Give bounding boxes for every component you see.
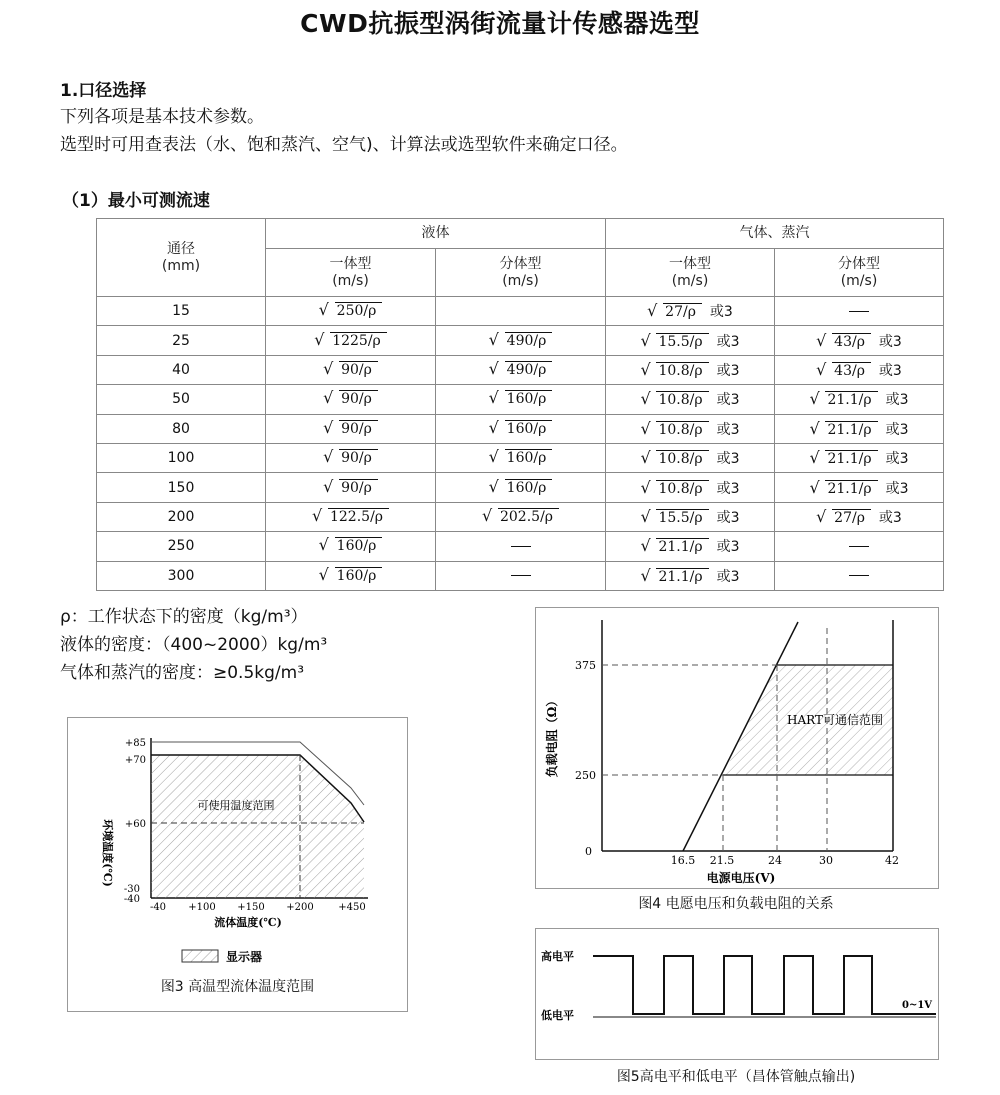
table-row bbox=[97, 297, 944, 326]
velocity-cell bbox=[775, 326, 944, 355]
sqrt-expression: √ 10.8/ρ bbox=[640, 392, 708, 408]
min-flow-velocity-table bbox=[96, 218, 944, 591]
sqrt-expression: √ 160/ρ bbox=[319, 538, 383, 554]
sqrt-expression: √ 160/ρ bbox=[489, 450, 553, 466]
velocity-cell bbox=[266, 502, 436, 531]
velocity-cell bbox=[436, 502, 606, 531]
velocity-cell bbox=[436, 532, 606, 561]
sqrt-expression: √ 21.1/ρ bbox=[809, 481, 877, 497]
velocity-cell bbox=[266, 473, 436, 502]
velocity-cell bbox=[266, 355, 436, 384]
fig4-xtick: 16.5 bbox=[670, 854, 696, 867]
velocity-cell bbox=[266, 443, 436, 472]
sqrt-expression: √ 90/ρ bbox=[323, 391, 378, 407]
or-alternative: 或3 bbox=[885, 392, 909, 409]
sqrt-expression: √ 122.5/ρ bbox=[312, 509, 389, 525]
liquid-remote-header: 分体型 (m/s) bbox=[436, 249, 606, 297]
table-row bbox=[97, 355, 944, 384]
sqrt-expression: √ 490/ρ bbox=[489, 333, 553, 349]
diameter-cell: 250 bbox=[97, 532, 266, 561]
sqrt-expression: √ 27/ρ bbox=[647, 304, 702, 320]
velocity-cell bbox=[266, 297, 436, 326]
fig3-ytick: +70 bbox=[124, 755, 146, 766]
velocity-cell bbox=[266, 326, 436, 355]
sqrt-expression: √ 160/ρ bbox=[489, 480, 553, 496]
table-row bbox=[97, 443, 944, 472]
sqrt-expression: √ 1225/ρ bbox=[314, 333, 387, 349]
fig5-high-label: 高电平 bbox=[541, 950, 574, 963]
section-heading: 1.口径选择 bbox=[60, 81, 147, 101]
fig5-low-range: 0~1V bbox=[902, 1000, 933, 1011]
diameter-cell: 80 bbox=[97, 414, 266, 443]
gas-integral-header: 一体型 (m/s) bbox=[606, 249, 775, 297]
sqrt-expression: √ 27/ρ bbox=[816, 510, 871, 526]
velocity-cell bbox=[775, 532, 944, 561]
fig3-ytick: +85 bbox=[124, 738, 146, 749]
diameter-header bbox=[97, 219, 266, 297]
fig4-xtick: 24 bbox=[768, 854, 782, 867]
fig3-chart bbox=[68, 718, 407, 968]
velocity-cell bbox=[606, 443, 775, 472]
velocity-cell bbox=[606, 473, 775, 502]
fig4-chart bbox=[536, 608, 938, 888]
velocity-cell bbox=[436, 414, 606, 443]
not-applicable-dash bbox=[849, 546, 869, 547]
sqrt-expression: √ 160/ρ bbox=[489, 421, 553, 437]
table-row bbox=[97, 326, 944, 355]
not-applicable-dash bbox=[511, 575, 531, 576]
fig3-xtick: +450 bbox=[338, 902, 366, 913]
sqrt-expression: √ 90/ρ bbox=[323, 480, 378, 496]
sqrt-expression: √ 21.1/ρ bbox=[809, 422, 877, 438]
or-alternative: 或3 bbox=[878, 362, 902, 379]
velocity-cell bbox=[436, 473, 606, 502]
velocity-cell bbox=[606, 355, 775, 384]
sqrt-expression: √ 43/ρ bbox=[816, 363, 871, 379]
fig3-xtick: +100 bbox=[188, 902, 216, 913]
sqrt-expression: √ 43/ρ bbox=[816, 334, 871, 350]
figure-3 bbox=[67, 717, 408, 1012]
fig3-xtick: +150 bbox=[237, 902, 265, 913]
velocity-cell bbox=[266, 532, 436, 561]
diameter-cell: 100 bbox=[97, 443, 266, 472]
sqrt-expression: √ 490/ρ bbox=[489, 362, 553, 378]
diameter-cell: 300 bbox=[97, 561, 266, 590]
or-alternative: 或3 bbox=[716, 509, 740, 526]
table-row bbox=[97, 502, 944, 531]
velocity-cell bbox=[775, 473, 944, 502]
not-applicable-dash bbox=[849, 311, 869, 312]
velocity-cell bbox=[775, 443, 944, 472]
or-alternative: 或3 bbox=[716, 480, 740, 497]
sqrt-expression: √ 90/ρ bbox=[323, 450, 378, 466]
or-alternative: 或3 bbox=[878, 333, 902, 350]
not-applicable-dash bbox=[849, 575, 869, 576]
gas-group-header: 气体、蒸汽 bbox=[606, 219, 944, 249]
fig5-pulse-waveform bbox=[593, 956, 936, 1014]
or-alternative: 或3 bbox=[716, 362, 740, 379]
velocity-cell bbox=[606, 532, 775, 561]
fig3-ytick: -30 bbox=[123, 884, 140, 895]
sqrt-expression: √ 21.1/ρ bbox=[640, 569, 708, 585]
or-alternative: 或3 bbox=[878, 509, 902, 526]
fig3-caption: 图3 高温型流体温度范围 bbox=[160, 979, 315, 995]
velocity-cell bbox=[266, 561, 436, 590]
sqrt-expression: √ 160/ρ bbox=[489, 391, 553, 407]
velocity-cell bbox=[436, 385, 606, 414]
table-row bbox=[97, 561, 944, 590]
fig3-xtick: -40 bbox=[149, 902, 167, 913]
diameter-cell: 150 bbox=[97, 473, 266, 502]
velocity-cell bbox=[606, 414, 775, 443]
diameter-cell: 25 bbox=[97, 326, 266, 355]
fig3-usable-region bbox=[151, 755, 364, 898]
velocity-cell bbox=[606, 385, 775, 414]
intro-line-1: 下列各项是基本技术参数。 bbox=[60, 107, 264, 127]
table-row bbox=[97, 414, 944, 443]
fig3-legend-swatch bbox=[182, 950, 218, 962]
velocity-cell bbox=[436, 561, 606, 590]
or-alternative: 或3 bbox=[716, 451, 740, 468]
diameter-header-label: 通径 bbox=[167, 240, 195, 257]
table-row bbox=[97, 385, 944, 414]
note-density: ρ：工作状态下的密度（kg/m³） bbox=[60, 607, 308, 627]
sqrt-expression: √ 10.8/ρ bbox=[640, 422, 708, 438]
sqrt-expression: √ 21.1/ρ bbox=[640, 539, 708, 555]
fig4-ytick: 250 bbox=[575, 769, 596, 782]
velocity-cell bbox=[266, 414, 436, 443]
sqrt-expression: √ 15.5/ρ bbox=[640, 334, 708, 350]
fig3-y-label: 环境温度(℃) bbox=[101, 819, 114, 887]
or-alternative: 或3 bbox=[716, 421, 740, 438]
velocity-cell bbox=[775, 297, 944, 326]
or-alternative: 或3 bbox=[716, 568, 740, 585]
note-gas-density: 气体和蒸汽的密度：≥0.5kg/m³ bbox=[60, 663, 305, 683]
velocity-cell bbox=[436, 355, 606, 384]
fig4-caption: 图4 电愿电压和负载电阻的关系 bbox=[638, 896, 834, 912]
velocity-cell bbox=[266, 385, 436, 414]
or-alternative: 或3 bbox=[709, 304, 733, 321]
liquid-group-header: 液体 bbox=[266, 219, 606, 249]
gas-remote-header: 分体型 (m/s) bbox=[775, 249, 944, 297]
table-row bbox=[97, 473, 944, 502]
intro-line-2: 选型时可用查表法（水、饱和蒸汽、空气)、计算法或选型软件来确定口径。 bbox=[60, 135, 628, 155]
sqrt-expression: √ 21.1/ρ bbox=[809, 392, 877, 408]
sqrt-expression: √ 10.8/ρ bbox=[640, 363, 708, 379]
or-alternative: 或3 bbox=[716, 333, 740, 350]
sqrt-expression: √ 90/ρ bbox=[323, 362, 378, 378]
or-alternative: 或3 bbox=[885, 451, 909, 468]
sqrt-expression: √ 10.8/ρ bbox=[640, 481, 708, 497]
not-applicable-dash bbox=[511, 546, 531, 547]
sqrt-expression: √ 21.1/ρ bbox=[809, 451, 877, 467]
velocity-cell bbox=[775, 561, 944, 590]
diameter-cell: 200 bbox=[97, 502, 266, 531]
velocity-cell bbox=[436, 443, 606, 472]
velocity-cell bbox=[436, 326, 606, 355]
fig4-region-label: HART可通信范围 bbox=[787, 713, 883, 727]
velocity-cell bbox=[775, 355, 944, 384]
page-title: CWD抗振型涡街流量计传感器选型 bbox=[300, 9, 700, 38]
fig5-low-label: 低电平 bbox=[541, 1009, 574, 1022]
subsection-heading: （1）最小可测流速 bbox=[62, 191, 210, 211]
table-row bbox=[97, 532, 944, 561]
diameter-cell: 40 bbox=[97, 355, 266, 384]
fig3-region-label: 可使用温度范围 bbox=[197, 799, 275, 812]
sqrt-expression: √ 202.5/ρ bbox=[482, 509, 559, 525]
fig3-ytick: +60 bbox=[124, 819, 146, 830]
or-alternative: 或3 bbox=[885, 421, 909, 438]
figure-5 bbox=[535, 928, 939, 1060]
note-liquid-density: 液体的密度：（400~2000）kg/m³ bbox=[60, 635, 328, 655]
diameter-cell: 50 bbox=[97, 385, 266, 414]
fig4-y-label: 负载电阻（Ω） bbox=[545, 694, 559, 778]
fig4-ytick: 375 bbox=[575, 659, 596, 672]
or-alternative: 或3 bbox=[885, 480, 909, 497]
velocity-cell bbox=[606, 326, 775, 355]
fig4-xtick: 30 bbox=[819, 854, 833, 867]
diameter-header-unit: (mm) bbox=[161, 257, 201, 274]
liquid-integral-header: 一体型 (m/s) bbox=[266, 249, 436, 297]
fig4-xtick: 42 bbox=[885, 854, 899, 867]
fig4-x-label: 电源电压(V) bbox=[706, 871, 776, 885]
or-alternative: 或3 bbox=[716, 392, 740, 409]
fig3-xtick: +200 bbox=[286, 902, 314, 913]
fig4-xtick: 21.5 bbox=[709, 854, 735, 867]
velocity-cell bbox=[775, 502, 944, 531]
sqrt-expression: √ 90/ρ bbox=[323, 421, 378, 437]
velocity-cell bbox=[775, 385, 944, 414]
fig5-chart bbox=[536, 929, 938, 1059]
fig4-ytick: 0 bbox=[585, 845, 592, 858]
sqrt-expression: √ 250/ρ bbox=[319, 303, 383, 319]
sqrt-expression: √ 10.8/ρ bbox=[640, 451, 708, 467]
fig3-legend-label: 显示器 bbox=[226, 950, 263, 964]
or-alternative: 或3 bbox=[716, 539, 740, 556]
sqrt-expression: √ 160/ρ bbox=[319, 568, 383, 584]
velocity-cell bbox=[606, 561, 775, 590]
fig3-ytick: -40 bbox=[123, 894, 140, 905]
velocity-cell bbox=[606, 297, 775, 326]
table-body bbox=[97, 297, 944, 591]
velocity-cell bbox=[436, 297, 606, 326]
sqrt-expression: √ 15.5/ρ bbox=[640, 510, 708, 526]
figure-4 bbox=[535, 607, 939, 889]
fig5-caption: 图5高电平和低电平（昌体管触点输出) bbox=[616, 1069, 856, 1085]
fig3-x-label: 流体温度(℃) bbox=[214, 916, 282, 929]
velocity-cell bbox=[775, 414, 944, 443]
diameter-cell: 15 bbox=[97, 297, 266, 326]
velocity-cell bbox=[606, 502, 775, 531]
